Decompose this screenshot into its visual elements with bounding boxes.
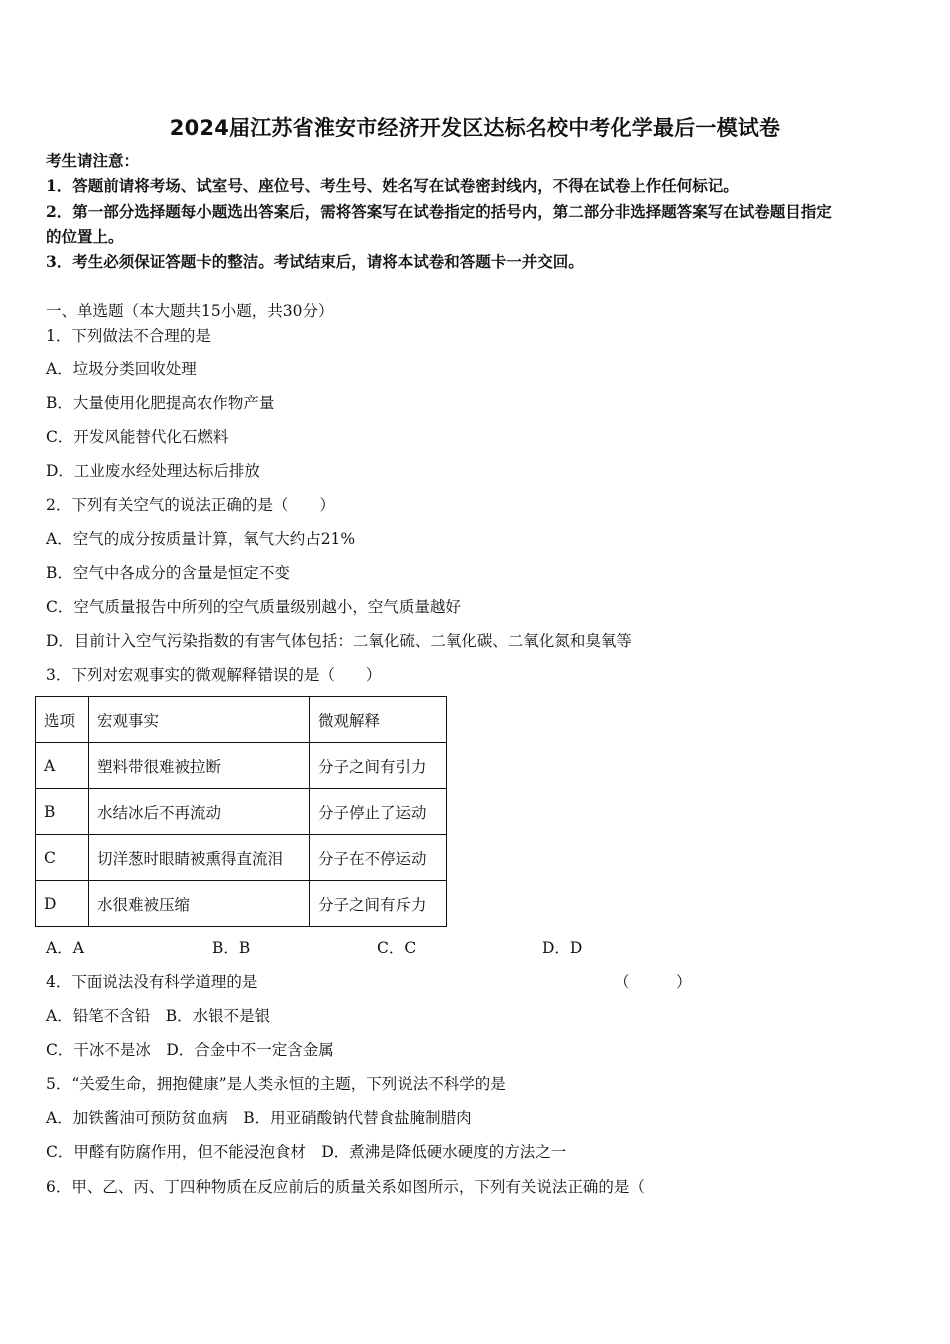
q4-stem: 4．下面说法没有科学道理的是: [46, 973, 258, 991]
q1-option-d: D．工业废水经处理达标后排放: [46, 462, 260, 480]
q2-option-a: A．空气的成分按质量计算，氧气大约占21%: [46, 530, 356, 548]
q3-table: [35, 696, 447, 927]
q5-options-cd: C．甲醛有防腐作用，但不能浸泡食材 D．煮沸是降低硬水硬度的方法之一: [46, 1143, 567, 1161]
table-header-cell: 微观解释: [310, 697, 447, 743]
q2-option-b: B．空气中各成分的含量是恒定不变: [46, 564, 290, 582]
note-item-1: 1．答题前请将考场、试室号、座位号、考生号、姓名写在试卷密封线内，不得在试卷上作任何标记。: [46, 176, 739, 195]
q2-option-c: C．空气质量报告中所列的空气质量级别越小，空气质量越好: [46, 598, 461, 616]
q3-stem: 3．下列对宏观事实的微观解释错误的是（ ）: [46, 666, 382, 684]
table-cell: 塑料带很难被拉断: [89, 743, 310, 789]
table-cell: C: [36, 835, 89, 881]
q4-options-ab: A．铅笔不含铅 B．水银不是银: [46, 1007, 271, 1025]
table-header-cell: 选项: [36, 697, 89, 743]
table-row: [36, 789, 447, 835]
table-row: [36, 743, 447, 789]
table-cell: 水很难被压缩: [89, 881, 310, 927]
table-header-cell: 宏观事实: [89, 697, 310, 743]
q3-option-d: D．D: [542, 939, 583, 957]
q1-option-b: B．大量使用化肥提高农作物产量: [46, 394, 275, 412]
q5-options-ab: A．加铁酱油可预防贫血病 B．用亚硝酸钠代替食盐腌制腊肉: [46, 1109, 472, 1127]
note-item-2-cont: 的位置上。: [46, 227, 124, 246]
table-cell: 切洋葱时眼睛被熏得直流泪: [89, 835, 310, 881]
q3-option-c: C．C: [377, 939, 417, 957]
table-cell: 分子在不停运动: [310, 835, 447, 881]
table-cell: D: [36, 881, 89, 927]
q3-option-a: A．A: [46, 939, 84, 957]
table-header-row: [36, 697, 447, 743]
q2-stem: 2．下列有关空气的说法正确的是（ ）: [46, 496, 335, 514]
q5-stem: 5．“关爱生命，拥抱健康”是人类永恒的主题，下列说法不科学的是: [46, 1075, 506, 1093]
q1-option-a: A．垃圾分类回收处理: [46, 360, 197, 378]
table-cell: 水结冰后不再流动: [89, 789, 310, 835]
table-cell: 分子之间有引力: [310, 743, 447, 789]
table-cell: A: [36, 743, 89, 789]
table-cell: 分子停止了运动: [310, 789, 447, 835]
q4-options-cd: C．干冰不是冰 D．合金中不一定含金属: [46, 1041, 334, 1059]
table-cell: 分子之间有斥力: [310, 881, 447, 927]
q1-stem: 1．下列做法不合理的是: [46, 327, 211, 345]
q1-option-c: C．开发风能替代化石燃料: [46, 428, 229, 446]
note-item-2: 2．第一部分选择题每小题选出答案后，需将答案写在试卷指定的括号内，第二部分非选择题答案写在试卷题目指定: [46, 202, 832, 221]
q2-option-d: D．目前计入空气污染指数的有害气体包括：二氧化硫、二氧化碳、二氧化氮和臭氧等: [46, 632, 632, 650]
table-row: [36, 881, 447, 927]
q3-option-b: B．B: [212, 939, 251, 957]
table-cell: B: [36, 789, 89, 835]
q6-stem: 6．甲、乙、丙、丁四种物质在反应前后的质量关系如图所示，下列有关说法正确的是（: [46, 1178, 645, 1196]
section-heading: 一、单选题（本大题共15小题，共30分）: [46, 302, 334, 320]
table-row: [36, 835, 447, 881]
q4-answer-paren: （ ）: [614, 973, 692, 991]
notes-heading: 考生请注意：: [46, 151, 140, 170]
note-item-3: 3．考生必须保证答题卡的整洁。考试结束后，请将本试卷和答题卡一并交回。: [46, 252, 584, 271]
exam-title: 2024届江苏省淮安市经济开发区达标名校中考化学最后一模试卷: [169, 116, 781, 140]
